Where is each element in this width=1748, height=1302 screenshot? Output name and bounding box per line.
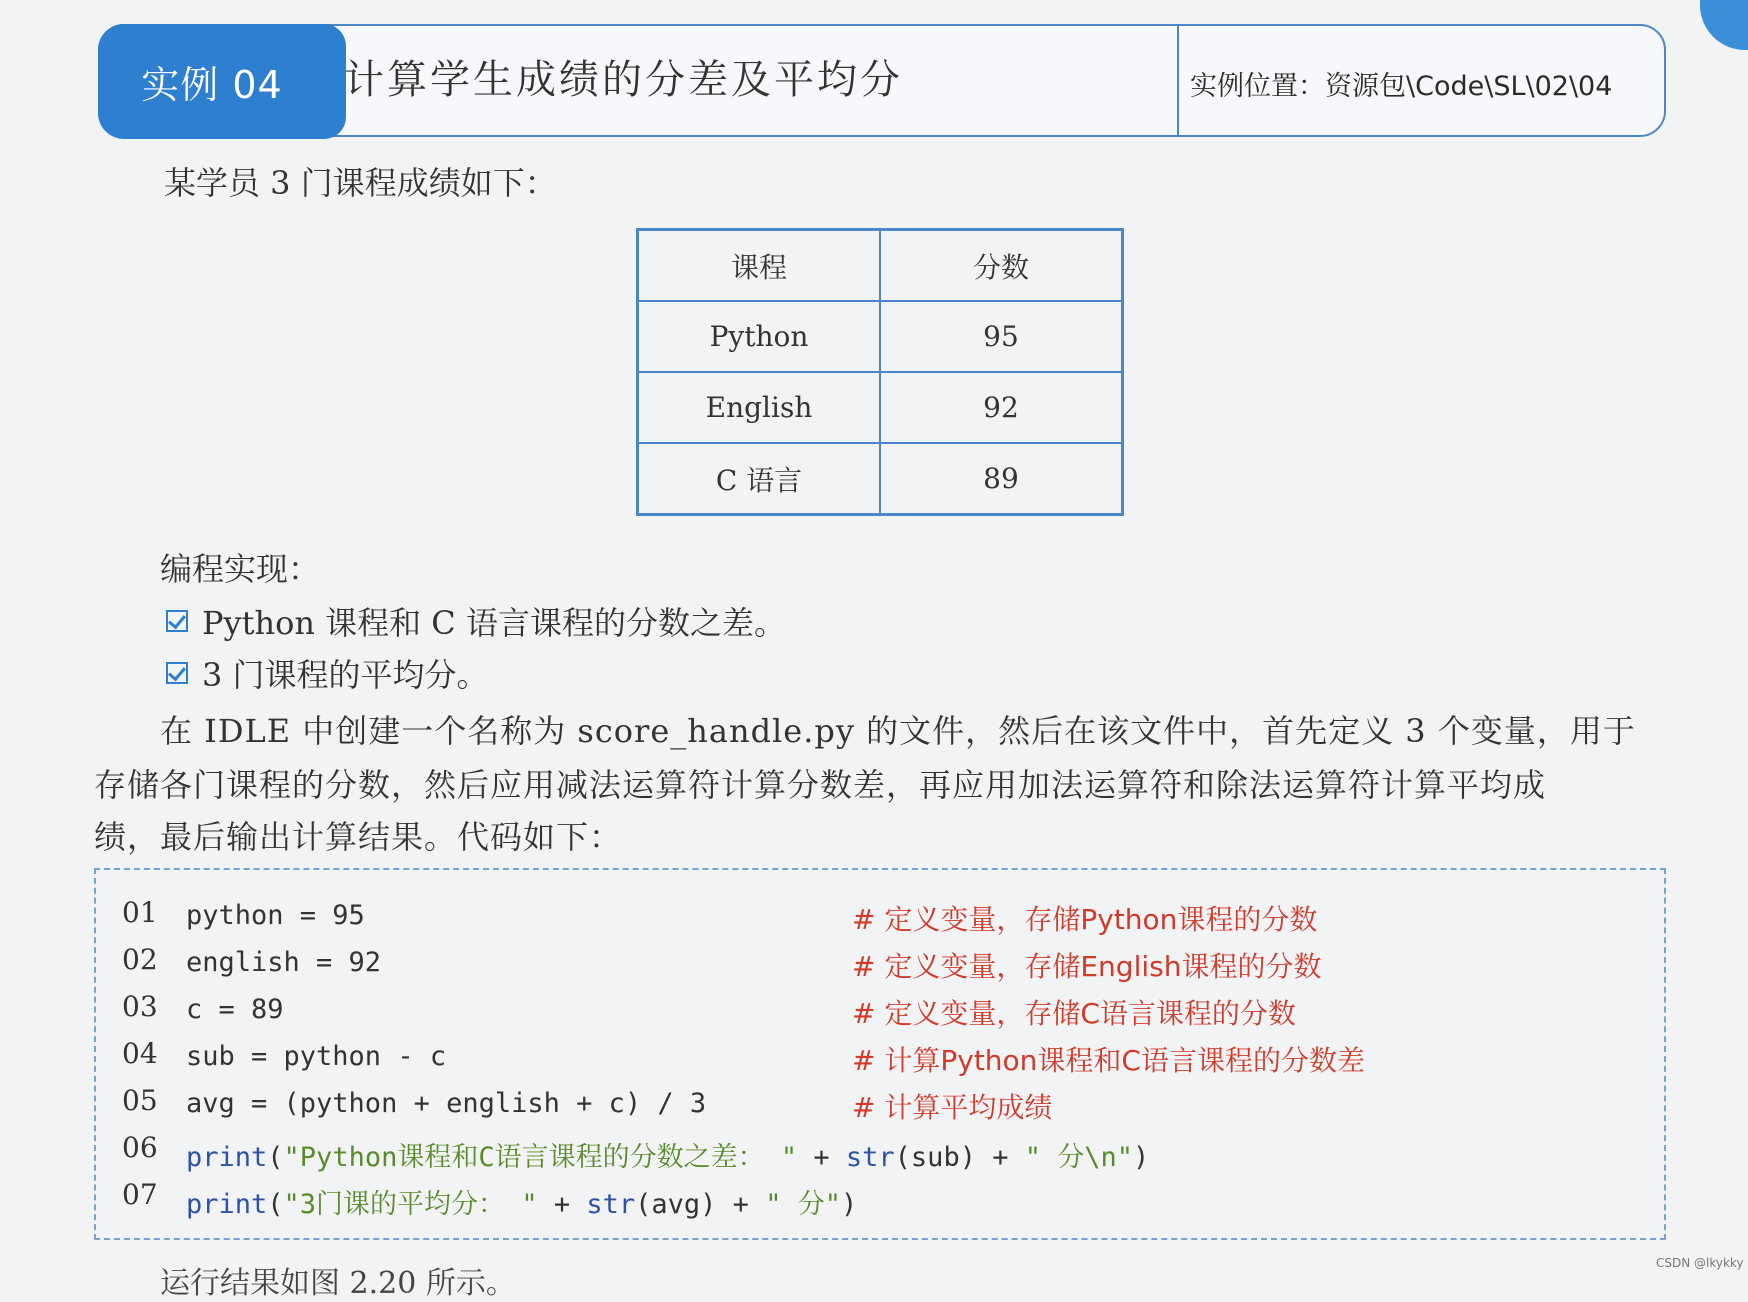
code-keyword: str xyxy=(586,1189,636,1220)
code-punct: (sub) + xyxy=(894,1142,1025,1173)
table-row xyxy=(638,301,1123,372)
bottom-text: 运行结果如图 2.20 所示。 xyxy=(160,1266,516,1301)
table-row xyxy=(638,443,1123,515)
code-punct: ) xyxy=(1133,1142,1150,1173)
code-text xyxy=(186,1182,857,1221)
table-cell-score: 95 xyxy=(880,301,1123,372)
example-badge: 实例 04 xyxy=(98,24,326,139)
code-comment: # 定义变量，存储Python课程的分数 xyxy=(852,903,1318,936)
badge-wedge xyxy=(324,24,346,139)
code-keyword: str xyxy=(845,1142,895,1173)
code-punct: ( xyxy=(267,1142,284,1173)
code-block xyxy=(94,868,1666,1240)
paragraph-line: 在 IDLE 中创建一个名称为 score_handle.py 的文件，然后在该文件中，首先定义 3 个变量，用于 xyxy=(160,712,1636,750)
paragraph-line: 绩，最后输出计算结果。代码如下： xyxy=(94,818,623,856)
code-line xyxy=(96,1084,1656,1130)
table-cell-score: 92 xyxy=(880,372,1123,443)
code-line xyxy=(96,1131,1656,1177)
watermark: CSDN @lkykky xyxy=(1656,1256,1744,1270)
intro-text: 某学员 3 门课程成绩如下： xyxy=(164,164,557,202)
example-title: 计算学生成绩的分差及平均分 xyxy=(344,57,903,103)
table-cell-course: English xyxy=(638,372,881,443)
code-line xyxy=(96,1037,1656,1083)
line-number: 06 xyxy=(122,1131,158,1164)
line-number: 03 xyxy=(122,990,158,1023)
table-header-cell: 分数 xyxy=(880,230,1123,302)
code-string: "Python课程和C语言课程的分数之差： " xyxy=(283,1142,798,1173)
code-punct: ( xyxy=(267,1189,284,1220)
code-line xyxy=(96,896,1656,942)
code-comment: # 定义变量，存储English课程的分数 xyxy=(852,950,1322,983)
paragraph-line: 存储各门课程的分数，然后应用减法运算符计算分数差，再应用加法运算符和除法运算符计算平均成 xyxy=(94,766,1547,804)
impl-heading: 编程实现： xyxy=(160,550,321,588)
line-number: 07 xyxy=(122,1178,158,1211)
table-cell-score: 89 xyxy=(880,443,1123,515)
code-string: " 分\n" xyxy=(1024,1142,1133,1173)
code-text: python = 95 xyxy=(186,900,365,931)
code-keyword: print xyxy=(186,1142,268,1173)
table-row xyxy=(638,372,1123,443)
code-punct: (avg) + xyxy=(635,1189,766,1220)
line-number: 04 xyxy=(122,1037,158,1070)
code-line xyxy=(96,1178,1656,1224)
checklist-item xyxy=(166,650,489,696)
code-operator: + xyxy=(537,1189,587,1220)
line-number: 05 xyxy=(122,1084,158,1117)
table-cell-course: C 语言 xyxy=(638,443,881,515)
code-text: english = 92 xyxy=(186,947,382,978)
example-header xyxy=(98,24,1666,137)
code-text xyxy=(186,1135,1149,1174)
table-header-row xyxy=(638,230,1123,302)
code-punct: ) xyxy=(840,1189,858,1220)
checkbox-icon xyxy=(166,662,188,684)
corner-decoration xyxy=(1700,0,1748,50)
code-text: c = 89 xyxy=(186,994,284,1025)
code-operator: + xyxy=(797,1142,846,1173)
code-text: avg = (python + english + c) / 3 xyxy=(186,1088,707,1119)
table-header-cell: 课程 xyxy=(638,230,881,302)
code-line xyxy=(96,943,1656,989)
code-string: " 分" xyxy=(765,1189,841,1220)
code-comment: # 计算平均成绩 xyxy=(852,1091,1053,1124)
code-comment: # 计算Python课程和C语言课程的分数差 xyxy=(852,1044,1365,1077)
checkbox-icon xyxy=(166,610,188,632)
table-cell-course: Python xyxy=(638,301,881,372)
line-number: 02 xyxy=(122,943,158,976)
checklist-text: 3 门课程的平均分。 xyxy=(202,656,489,694)
line-number: 01 xyxy=(122,896,158,929)
header-divider xyxy=(1177,26,1179,135)
code-text: sub = python - c xyxy=(186,1041,447,1072)
code-string: "3门课的平均分： " xyxy=(283,1189,538,1220)
code-comment: # 定义变量，存储C语言课程的分数 xyxy=(852,997,1296,1030)
score-table xyxy=(636,228,1124,516)
code-line xyxy=(96,990,1656,1036)
code-keyword: print xyxy=(186,1189,268,1220)
checklist-item xyxy=(166,598,786,644)
example-location: 实例位置：资源包\Code\SL\02\04 xyxy=(1190,71,1613,102)
checklist-text: Python 课程和 C 语言课程的分数之差。 xyxy=(202,604,786,642)
